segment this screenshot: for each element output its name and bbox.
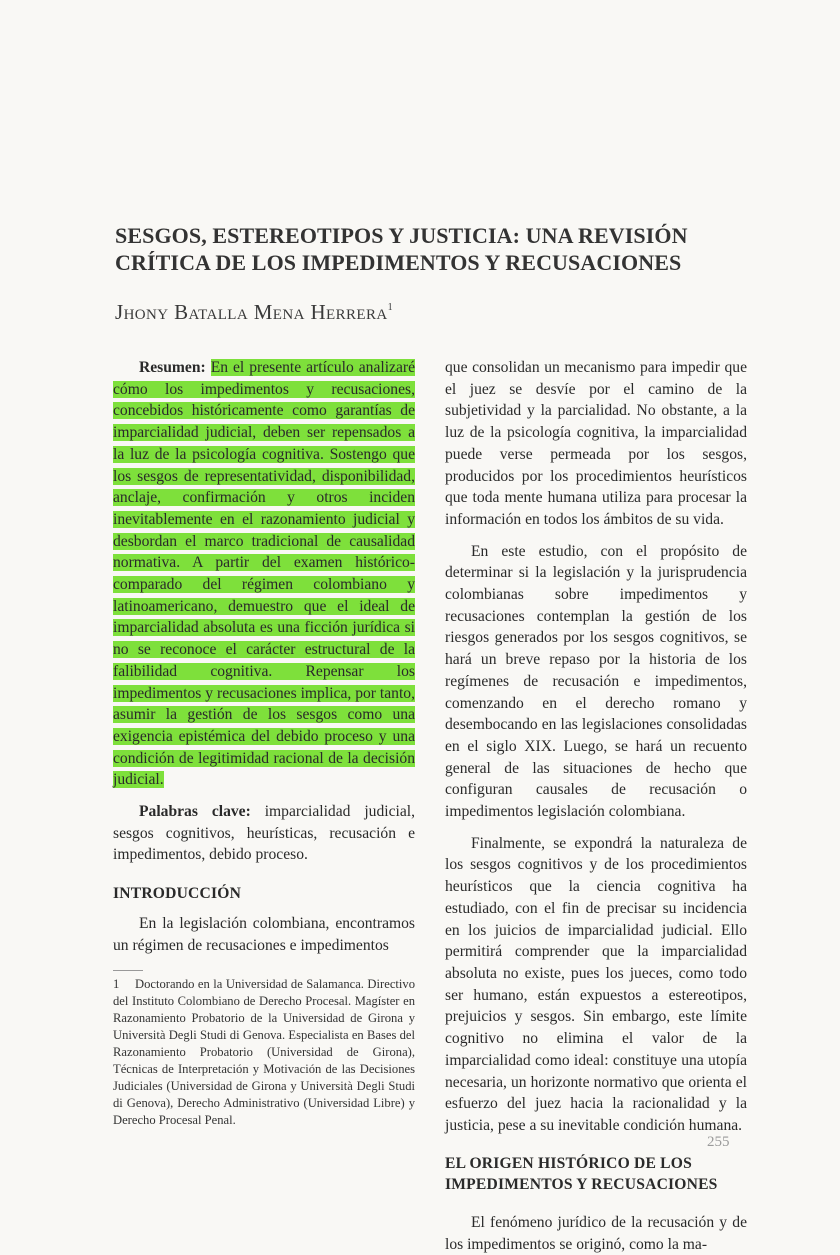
right-column [445, 357, 747, 1255]
origin-heading: EL ORIGEN HISTÓRICO DE LOS IMPEDIMENTOS Y RECUSACIONES [445, 1154, 718, 1194]
intro-heading: INTRODUCCIÓN [113, 885, 242, 903]
footnote-divider [113, 970, 143, 971]
intro-paragraph-1-continued: que consolidan un mecanismo para impedir que el juez se desvíe por el camino de la subjetividad y la parcialidad. No obstante, a la luz de la psicología cognitiva, la imparcialidad puede verse permeada por los sesgos, producidos por los procedimientos heurísticos que toda mente humana utiliza para procesar la información en todos los ámbitos de su vida. [445, 359, 747, 528]
author-footnote-mark: 1 [387, 302, 394, 313]
footnote-mark: 1 [113, 977, 120, 991]
keywords-label: Palabras clave: [139, 803, 251, 821]
intro-paragraph-2: En este estudio, con el propósito de determinar si la legislación y la jurisprudencia colombianas sobre impedimentos y recusaciones contemplan la gestión de los riesgos generados por los sesgos cognitivos, se hará un breve repaso por la historia de los regímenes de recusación e impedimentos, comenzando en el derecho romano y desembocando en las legislaciones consolidadas en el siglo XIX. Luego, se hará un recuento general de las situaciones de hecho que configuran causales de recusación o impedimentos legislación colombiana. [445, 542, 747, 821]
author-footnote [113, 976, 415, 1129]
article-author [115, 300, 393, 325]
origin-paragraph-1: El fenómeno jurídico de la recusación y de los impedimentos se originó, como la ma- [445, 1214, 747, 1253]
author-name: Jhony Batalla Mena Herrera [115, 300, 388, 324]
article-title: SESGOS, ESTEREOTIPOS Y JUSTICIA: UNA REVISIÓN CRÍTICA DE LOS IMPEDIMENTOS Y RECUSACIONES [115, 223, 688, 275]
abstract-paragraph [113, 357, 415, 791]
keywords-paragraph [113, 801, 415, 866]
left-column [113, 357, 415, 956]
intro-paragraph-1: En la legislación colombiana, encontramos un régimen de recusaciones e impedimentos [113, 914, 415, 954]
highlighted-abstract-text: En el presente artículo analizaré cómo los impedimentos y recusaciones, concebidos históricamente como garantías de imparcialidad judicial, deben ser repensados a la luz de la psicología cognitiva. Sostengo que los sesgos de representatividad, disponibilidad, anclaje, confirmación y otros inciden inevitablemente en el razonamiento judicial y desbordan el marco tradicional de causalidad normativa. A partir del examen histórico-comparado del régimen colombiano y latinoamericano, demuestro que el ideal de imparcialidad absoluta es una ficción jurídica si no se reconoce el carácter estructural de la falibilidad cognitiva. Repensar los impedimentos y recusaciones implica, por tanto, asumir la gestión de los sesgos como una exigencia epistémica del debido proceso y una condición de legitimidad racional de la decisión judicial. [113, 359, 415, 789]
footnote-text: Doctorando en la Universidad de Salamanca. Directivo del Instituto Colombiano de Derecho Procesal. Magíster en Razonamiento Probatorio de la Universidad de Girona y Università Degli Studi di Genova. Especialista en Bases del Razonamiento Probatorio (Universidad de Girona), Técnicas de Interpretación y Motivación de las Decisiones Judiciales (Universidad de Girona y Università Degli Studi di Genova), Derecho Administrativo (Universidad Libre) y Derecho Procesal Penal. [113, 977, 415, 1127]
intro-paragraph-3: Finalmente, se expondrá la naturaleza de los sesgos cognitivos y de los procedimientos heurísticos que la ciencia cognitiva ha estudiado, con el fin de precisar su incidencia en los juicios de imparcialidad judicial. Ello permitirá comprender que la imparcialidad absoluta no existe, pues los jueces, como todo ser humano, están expuestos a estereotipos, prejuicios y sesgos. Sin embargo, este límite cognitivo no elimina el valor de la imparcialidad como ideal: constituye una utopía necesaria, un horizonte normativo que orienta el esfuerzo del juez hacia la racionalidad y la justicia, pese a su inevitable condición humana. [445, 834, 747, 1134]
page-number: 255 [707, 1134, 730, 1150]
abstract-label: Resumen: [139, 359, 206, 376]
keywords-text: imparcialidad judicial, sesgos cognitivos, heurísticas, recusación e impedimentos, debido proceso. [113, 803, 415, 864]
